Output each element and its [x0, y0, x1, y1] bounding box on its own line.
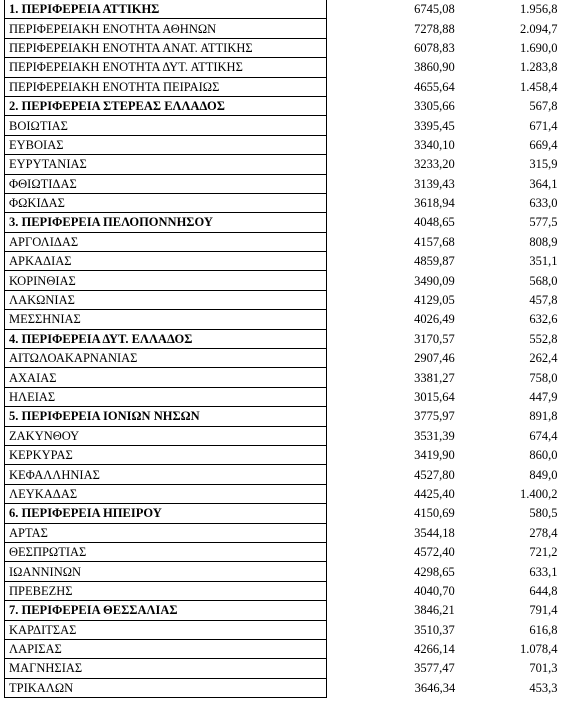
value-cell: 3395,45 [414, 118, 455, 133]
value-cell: 3381,27 [414, 370, 455, 385]
unit-name-cell: ΚΕΦΑΛΛΗΝΙΑΣ [5, 465, 327, 484]
table-row [5, 562, 568, 581]
table-row [5, 639, 568, 658]
table-row [5, 659, 568, 678]
value-cell: 3490,09 [414, 273, 455, 288]
table-row [5, 581, 568, 600]
second-value-cell: 1.458,4 [520, 79, 558, 94]
second-value-cell: 315,9 [529, 157, 558, 172]
table-row [5, 155, 568, 174]
second-value-cell: 1.400,2 [520, 486, 558, 501]
table-row [5, 678, 568, 697]
unit-name-cell: ΠΕΡΙΦΕΡΕΙΑΚΗ ΕΝΟΤΗΤΑ ΑΘΗΝΩΝ [5, 19, 327, 38]
unit-name-cell: ΦΘΙΩΤΙΔΑΣ [5, 174, 327, 193]
value-cell: 4298,65 [414, 564, 455, 579]
second-value-cell: 567,8 [529, 99, 558, 114]
unit-name-cell: ΚΟΡΙΝΘΙΑΣ [5, 271, 327, 290]
value-cell: 3646,34 [414, 680, 456, 695]
second-value-cell: 891,8 [529, 409, 558, 424]
table-row [5, 542, 568, 561]
table-row [5, 19, 568, 38]
value-cell: 4129,05 [414, 293, 455, 308]
unit-name-cell: ΘΕΣΠΡΩΤΙΑΣ [5, 542, 327, 561]
region-name-cell: 7. ΠΕΡΙΦΕΡΕΙΑ ΘΕΣΣΑΛΙΑΣ [5, 601, 327, 620]
second-value-cell: 364,1 [529, 176, 558, 191]
unit-name-cell: ΤΡΙΚΑΛΩΝ [5, 678, 327, 697]
value-cell: 4048,65 [414, 215, 455, 230]
region-name-cell: 6. ΠΕΡΙΦΕΡΕΙΑ ΗΠΕΙΡΟΥ [5, 504, 327, 523]
value-cell: 3305,66 [414, 99, 455, 114]
table-row [5, 135, 568, 154]
table-row [5, 523, 568, 542]
value-cell: 4572,40 [414, 545, 455, 560]
unit-name-cell: ΖΑΚΥΝΘΟΥ [5, 426, 327, 445]
table-row [5, 484, 568, 503]
value-cell: 3170,57 [414, 331, 455, 346]
unit-name-cell: ΛΕΥΚΑΔΑΣ [5, 484, 327, 503]
table-row [5, 465, 568, 484]
unit-name-cell: ΑΡΓΟΛΙΔΑΣ [5, 232, 327, 251]
region-row [5, 407, 568, 426]
value-cell: 3618,94 [414, 196, 455, 211]
region-name-cell: 3. ΠΕΡΙΦΕΡΕΙΑ ΠΕΛΟΠΟΝΝΗΣΟΥ [5, 213, 327, 232]
table-row [5, 426, 568, 445]
unit-name-cell: ΜΕΣΣΗΝΙΑΣ [5, 310, 327, 329]
table-row [5, 252, 568, 271]
unit-name-cell: ΠΕΡΙΦΕΡΕΙΑΚΗ ΕΝΟΤΗΤΑ ΑΝΑΤ. ΑΤΤΙΚΗΣ [5, 38, 327, 57]
table-row [5, 310, 568, 329]
table-body [5, 0, 568, 698]
unit-name-cell: ΗΛΕΙΑΣ [5, 387, 327, 406]
unit-name-cell: ΒΟΙΩΤΙΑΣ [5, 116, 327, 135]
second-value-cell: 721,2 [529, 545, 558, 560]
second-value-cell: 808,9 [529, 234, 558, 249]
second-value-cell: 701,3 [529, 661, 558, 676]
region-row [5, 329, 568, 348]
second-value-cell: 669,4 [529, 137, 558, 152]
value-cell: 3015,64 [414, 390, 455, 404]
table-row [5, 77, 568, 96]
second-value-cell: 633,1 [529, 564, 558, 579]
unit-name-cell: ΚΕΡΚΥΡΑΣ [5, 445, 327, 464]
value-cell: 3139,43 [414, 176, 455, 191]
second-value-cell: 644,8 [529, 583, 558, 598]
unit-name-cell: ΑΡΤΑΣ [5, 523, 327, 542]
value-cell: 3846,21 [414, 603, 455, 618]
second-value-cell: 791,4 [529, 603, 558, 618]
second-value-cell: 1.078,4 [520, 642, 558, 657]
table-row [5, 58, 568, 77]
second-value-cell: 674,4 [529, 428, 558, 443]
table-row [5, 116, 568, 135]
value-cell: 4859,87 [414, 254, 455, 269]
second-value-cell: 351,1 [529, 254, 558, 269]
second-value-cell: 278,4 [529, 525, 558, 540]
value-cell: 3233,20 [414, 157, 455, 172]
unit-name-cell: ΜΑΓΝΗΣΙΑΣ [5, 659, 327, 678]
value-cell: 4040,70 [414, 583, 455, 598]
table-row [5, 232, 568, 251]
second-value-cell: 552,8 [529, 331, 558, 346]
region-name-cell: 5. ΠΕΡΙΦΕΡΕΙΑ ΙΟΝΙΩΝ ΝΗΣΩΝ [5, 407, 327, 426]
value-cell: 3531,39 [414, 428, 455, 443]
second-value-cell: 447,9 [529, 390, 558, 404]
unit-name-cell: ΠΕΡΙΦΕΡΕΙΑΚΗ ΕΝΟΤΗΤΑ ΠΕΙΡΑΙΩΣ [5, 77, 327, 96]
unit-name-cell: ΑΧΑΙΑΣ [5, 368, 327, 387]
second-value-cell: 568,0 [529, 273, 558, 288]
table-row [5, 620, 568, 639]
region-name-cell: 4. ΠΕΡΙΦΕΡΕΙΑ ΔΥΤ. ΕΛΛΑΔΟΣ [5, 329, 327, 348]
unit-name-cell: ΛΑΡΙΣΑΣ [5, 639, 327, 658]
value-cell: 4026,49 [414, 312, 455, 327]
second-value-cell: 671,4 [529, 118, 558, 133]
table-row [5, 445, 568, 464]
second-value-cell: 1.690,0 [520, 40, 558, 55]
region-row [5, 504, 568, 523]
value-cell: 6745,08 [414, 2, 455, 17]
second-value-cell: 849,0 [529, 467, 558, 482]
value-cell: 4266,14 [414, 642, 455, 657]
value-cell: 3340,10 [414, 137, 455, 152]
table-row [5, 271, 568, 290]
value-cell: 4150,69 [414, 506, 455, 521]
value-cell: 3544,18 [414, 525, 455, 540]
region-row [5, 96, 568, 115]
table-row [5, 368, 568, 387]
value-cell: 7278,88 [414, 21, 455, 36]
data-table [4, 0, 568, 698]
second-value-cell: 758,0 [529, 370, 558, 385]
region-row [5, 601, 568, 620]
unit-name-cell: ΦΩΚΙΔΑΣ [5, 193, 327, 212]
second-value-cell: 453,3 [529, 680, 558, 695]
table-row [5, 349, 568, 368]
value-cell: 3510,37 [414, 622, 455, 637]
unit-name-cell: ΕΥΡΥΤΑΝΙΑΣ [5, 155, 327, 174]
table-row [5, 174, 568, 193]
second-value-cell: 262,4 [529, 351, 558, 366]
second-value-cell: 580,5 [529, 506, 558, 521]
value-cell: 3860,90 [414, 60, 455, 75]
value-cell: 4655,64 [414, 79, 455, 94]
second-value-cell: 457,8 [529, 293, 558, 308]
unit-name-cell: ΠΕΡΙΦΕΡΕΙΑΚΗ ΕΝΟΤΗΤΑ ΔΥΤ. ΑΤΤΙΚΗΣ [5, 58, 327, 77]
unit-name-cell: ΠΡΕΒΕΖΗΣ [5, 581, 327, 600]
table-row [5, 290, 568, 309]
value-cell: 4425,40 [414, 486, 455, 501]
table-row [5, 193, 568, 212]
unit-name-cell: ΕΥΒΟΙΑΣ [5, 135, 327, 154]
unit-name-cell: ΑΙΤΩΛΟΑΚΑΡΝΑΝΙΑΣ [5, 349, 327, 368]
unit-name-cell: ΚΑΡΔΙΤΣΑΣ [5, 620, 327, 639]
value-cell: 3775,97 [414, 409, 455, 424]
value-cell: 6078,83 [414, 40, 455, 55]
second-value-cell: 577,5 [529, 215, 558, 230]
value-cell: 3419,90 [414, 448, 455, 463]
table-row [5, 387, 568, 406]
second-value-cell: 632,6 [529, 312, 558, 327]
region-row [5, 213, 568, 232]
second-value-cell: 860,0 [529, 448, 558, 463]
unit-name-cell: ΑΡΚΑΔΙΑΣ [5, 252, 327, 271]
value-cell: 4157,68 [414, 234, 455, 249]
region-name-cell: 2. ΠΕΡΙΦΕΡΕΙΑ ΣΤΕΡΕΑΣ ΕΛΛΑΔΟΣ [5, 96, 327, 115]
second-value-cell: 1.283,8 [520, 60, 558, 75]
value-cell: 3577,47 [414, 661, 455, 676]
second-value-cell: 1.956,8 [520, 2, 558, 17]
unit-name-cell: ΙΩΑΝΝΙΝΩΝ [5, 562, 327, 581]
region-name-cell: 1. ΠΕΡΙΦΕΡΕΙΑ ΑΤΤΙΚΗΣ [5, 0, 327, 19]
region-row [5, 0, 568, 19]
second-value-cell: 633,0 [529, 196, 558, 211]
second-value-cell: 616,8 [529, 622, 558, 637]
unit-name-cell: ΛΑΚΩΝΙΑΣ [5, 290, 327, 309]
second-value-cell: 2.094,7 [520, 21, 558, 36]
value-cell: 2907,46 [414, 351, 455, 366]
table-row [5, 38, 568, 57]
value-cell: 4527,80 [414, 467, 455, 482]
